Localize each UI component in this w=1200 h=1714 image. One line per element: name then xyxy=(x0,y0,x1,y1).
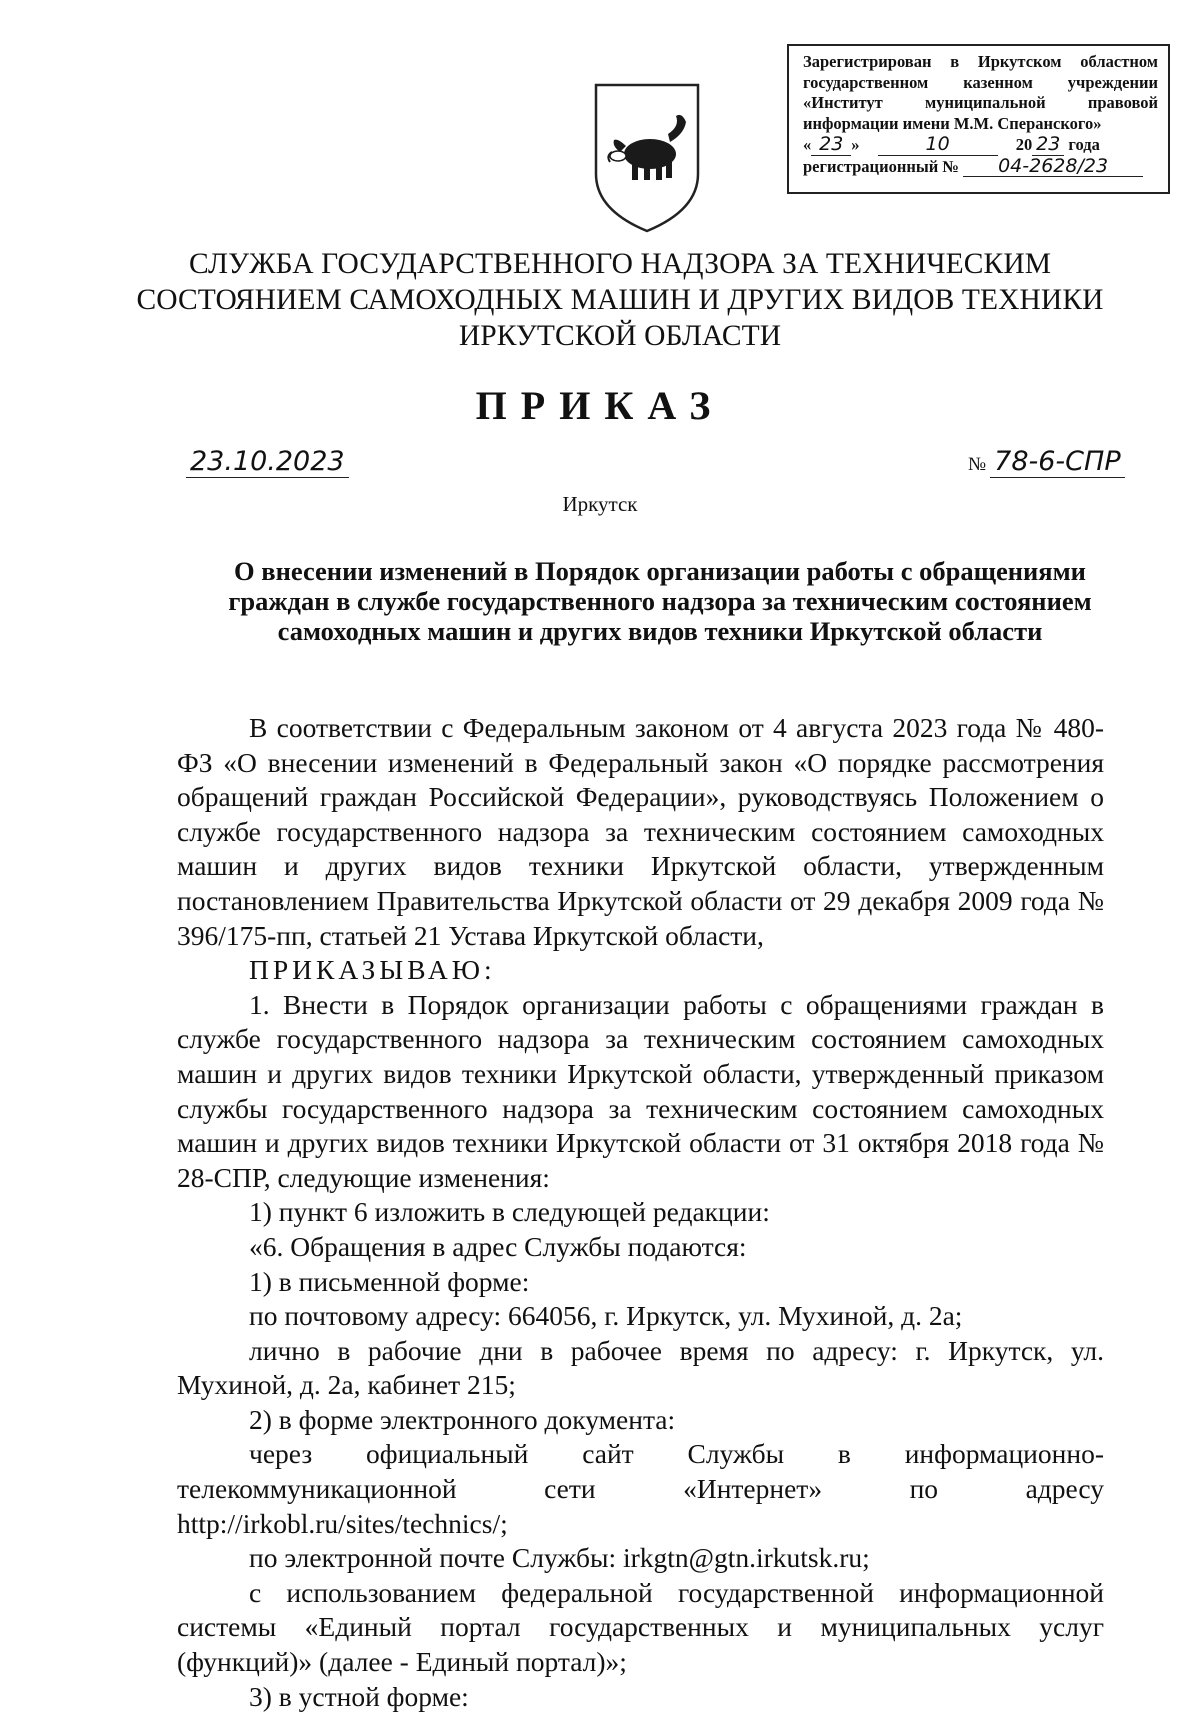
item-1-paragraph: 1. Внести в Порядок организации работы с обращениями граждан в службе государственного надзора за техническим состоянием самоходных машин и других видов техники Иркутской области, утвержденный приказом службы государственного надзора за техническим состоянием самоходных машин и других видов техники Иркутской области от 31 октября 2018 года № 28-СПР, следующие изменения: xyxy=(177,988,1104,1193)
website-paragraph-line1: через официальный сайт Службы в информационно- xyxy=(249,1438,1104,1470)
website-paragraph-line2: телекоммуникационной сети «Интернет» по адресу http://irkobl.ru/sites/technics/; xyxy=(177,1473,1104,1539)
city: Иркутск xyxy=(562,492,638,516)
clause-6-1-paragraph: 1) в письменной форме: xyxy=(249,1265,530,1297)
preamble-paragraph: В соответствии с Федеральным законом от 4 августа 2023 года № 480-ФЗ «О внесении изменений в Федеральный закон «О порядке рассмотрения обращений граждан Российской Федерации», руководствуясь Положением о службе государственного надзора за техническим состоянием самоходных машин и других видов техники Иркутской области, утвержденным постановлением Правительства Иркутской области от 29 декабря 2009 года № 396/175-пп, статьей 21 Устава Иркутской области, xyxy=(177,712,1104,951)
stamp-line: информации имени М.М. Сперанского» xyxy=(803,113,1102,133)
subitem-paragraph: 1) пункт 6 изложить в следующей редакции: xyxy=(249,1196,770,1228)
stamp-month: 10 xyxy=(878,134,998,156)
org-line: СОСТОЯНИЕМ САМОХОДНЫХ МАШИН И ДРУГИХ ВИДОВ ТЕХНИКИ xyxy=(136,284,1104,316)
stamp-reg-number: 04-2628/23 xyxy=(963,156,1143,178)
stamp-year-word: года xyxy=(1068,135,1100,154)
order-number xyxy=(968,446,1125,477)
registration-stamp xyxy=(787,44,1170,194)
stamp-reg-label: регистрационный № xyxy=(803,156,959,176)
stamp-quote-close: » xyxy=(851,135,860,154)
portal-paragraph: с использованием федеральной государственной информационной системы «Единый портал государственных и муниципальных услуг (функций)» (далее - Единый портал)»; xyxy=(177,1576,1104,1678)
document-title: ПРИКАЗ xyxy=(475,383,725,428)
org-line: ИРКУТСКОЙ ОБЛАСТИ xyxy=(458,320,782,352)
clause-6-paragraph: «6. Обращения в адрес Службы подаются: xyxy=(249,1230,747,1262)
subject-line: граждан в службе государственного надзора за техническим состоянием xyxy=(228,586,1092,616)
stamp-year-suffix: 23 xyxy=(1032,134,1064,156)
order-date: 23.10.2023 xyxy=(186,446,349,478)
subject-line: самоходных машин и других видов техники Иркутской области xyxy=(277,616,1043,646)
number-value: 78-6-СПР xyxy=(990,446,1124,478)
email-paragraph: по электронной почте Службы: irkgtn@gtn.irkutsk.ru; xyxy=(249,1542,870,1574)
clause-6-2-paragraph: 2) в форме электронного документа: xyxy=(249,1403,676,1435)
subject-line: О внесении изменений в Порядок организации работы с обращениями xyxy=(234,556,1086,586)
stamp-quote-open: « xyxy=(803,135,812,154)
stamp-line: государственном казенном учреждении xyxy=(803,72,1158,92)
personal-visit-paragraph: лично в рабочие дни в рабочее время по адресу: г. Иркутск, ул. Мухиной, д. 2а, кабинет 215; xyxy=(177,1334,1104,1401)
stamp-line: Зарегистрирован в Иркутском областном xyxy=(803,52,1158,71)
stamp-day: 23 xyxy=(811,134,851,156)
order-subject xyxy=(210,556,1110,646)
postal-address-paragraph: по почтовому адресу: 664056, г. Иркутск, ул. Мухиной, д. 2а; xyxy=(249,1300,963,1332)
clause-6-3-paragraph: 3) в устной форме: xyxy=(249,1680,469,1712)
stamp-date-row xyxy=(803,134,1158,156)
irkutsk-coat-of-arms-icon xyxy=(592,82,702,234)
stamp-reg-row xyxy=(803,156,1158,178)
stamp-year-prefix: 20 xyxy=(1015,135,1033,154)
order-word: ПРИКАЗЫВАЮ: xyxy=(249,954,496,986)
organization-name xyxy=(120,246,1120,354)
stamp-line: «Институт муниципальной правовой xyxy=(803,93,1158,112)
order-body xyxy=(177,711,1104,1714)
number-label: № xyxy=(968,454,987,475)
org-line: СЛУЖБА ГОСУДАРСТВЕННОГО НАДЗОРА ЗА ТЕХНИЧЕСКИМ xyxy=(188,248,1052,280)
